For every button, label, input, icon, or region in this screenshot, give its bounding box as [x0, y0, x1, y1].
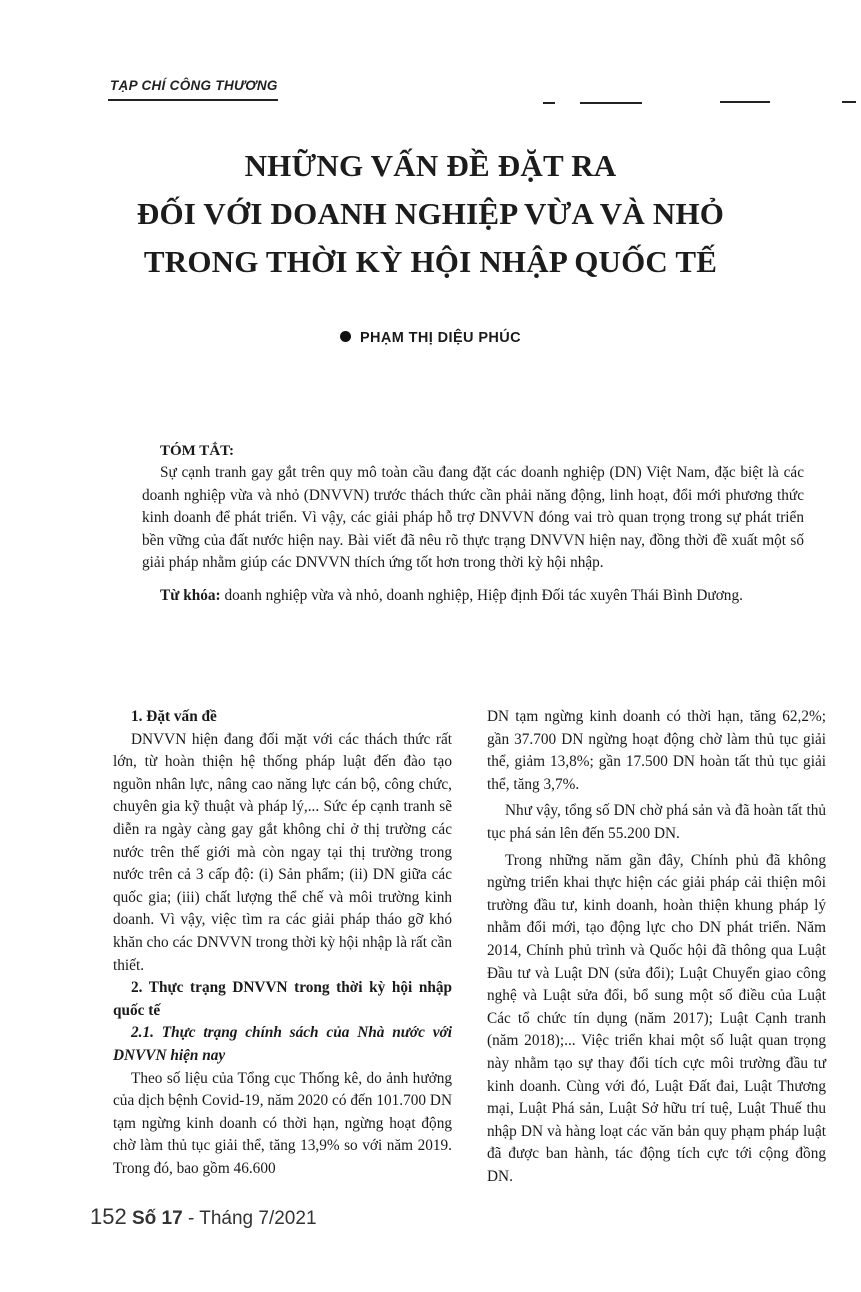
journal-underline — [108, 99, 278, 101]
page-footer — [90, 1204, 317, 1230]
paragraph: Trong những năm gần đây, Chính phủ đã không ngừng triển khai thực hiện các giải pháp cải thiện môi trường đầu tư, kinh doanh, hoàn thiện khung pháp lý nhằm đổi mới, tạo động lực cho DN phát triển. Năm 2014, Chính phủ trình và Quốc hội đã thông qua Luật Đầu tư và Luật DN (sửa đổi); Luật Chuyển giao công nghệ và Luật sửa đổi, bổ sung một số điều của Luật Các tổ chức tín dụng (năm 2017); Luật Cạnh tranh (năm 2018);... Việc triển khai một số luật quan trọng này nhằm tạo sự thay đổi tích cực môi trường đầu tư kinh doanh. Cùng với đó, Luật Đất đai, Luật Thương mại, Luật Phá sản, Luật Sở hữu trí tuệ, Luật Thuế thu nhập DN và hàng loạt các văn bản quy phạm pháp luật đã được ban hành, tác động tích cực tới cộng đồng DN. — [487, 851, 826, 1185]
page-number: 152 — [90, 1204, 127, 1229]
title-line: TRONG THỜI KỲ HỘI NHẬP QUỐC TẾ — [143, 244, 718, 279]
keywords — [160, 585, 820, 608]
paragraph: DNVVN hiện đang đối mặt với các thách thức rất lớn, từ hoàn thiện hệ thống pháp luật đến đào tạo nguồn nhân lực, nâng cao năng lực cán bộ, công chức, chuyên gia kỹ thuật và pháp lý,... Sức ép cạnh tranh sẽ diễn ra ngày càng gay gắt không chỉ ở thị trường các nước trên thế giới mà còn ngay tại thị trường trong nước trên cả 3 cấp độ: (i) Sản phẩm; (ii) DN giữa các quốc gia; (iii) chất lượng thể chế và môi trường kinh doanh. Vì vậy, việc tìm ra các giải pháp tháo gỡ khó khăn cho các DNVVN trong thời kỳ hội nhập là rất cần thiết. — [113, 730, 452, 974]
author-line — [0, 330, 861, 346]
section-heading: 2. Thực trạng DNVVN trong thời kỳ hội nhập quốc tế — [113, 979, 452, 1019]
abstract-heading: TÓM TẮT: — [160, 443, 235, 459]
keywords-text: doanh nghiệp vừa và nhỏ, doanh nghiệp, Hiệp định Đối tác xuyên Thái Bình Dương. — [224, 587, 743, 604]
right-column — [487, 706, 826, 1188]
section-heading: 1. Đặt vấn đề — [131, 708, 217, 725]
paragraph: DN tạm ngừng kinh doanh có thời hạn, tăng 62,2%; gần 37.700 DN ngừng hoạt động chờ làm thủ tục giải thể, giảm 13,8%; gần 17.500 DN hoàn tất thủ tục giải thể, tăng 3,7%. — [487, 708, 826, 793]
paragraph: Như vậy, tổng số DN chờ phá sản và đã hoàn tất thủ tục phá sản lên đến 55.200 DN. — [487, 802, 826, 842]
journal-name: TẠP CHÍ CÔNG THƯƠNG — [110, 78, 278, 93]
article-title — [0, 142, 861, 286]
paragraph: Theo số liệu của Tổng cục Thống kê, do ảnh hưởng của dịch bệnh Covid-19, năm 2020 có đến 101.700 DN tạm ngừng kinh doanh có thời hạn, ngừng hoạt động chờ làm thủ tục giải thể, tăng 13,9% so với năm 2019. Trong đó, bao gồm 46.600 — [113, 1069, 452, 1177]
header-rule — [580, 102, 642, 104]
subsection-heading: 2.1. Thực trạng chính sách của Nhà nước với DNVVN hiện nay — [113, 1024, 452, 1064]
header-rule — [543, 102, 555, 104]
header-rule — [720, 101, 770, 103]
title-line: ĐỐI VỚI DOANH NGHIỆP VỪA VÀ NHỎ — [136, 196, 725, 231]
issue-date: - Tháng 7/2021 — [182, 1208, 317, 1229]
keywords-label: Từ khóa: — [160, 587, 221, 604]
left-column — [113, 706, 452, 1180]
abstract-text: Sự cạnh tranh gay gắt trên quy mô toàn cầu đang đặt các doanh nghiệp (DN) Việt Nam, đặc biệt là các doanh nghiệp vừa và nhỏ (DNVVN) trước thách thức cần phải năng động, linh hoạt, đổi mới phương thức kinh doanh để phát triển. Vì vậy, các giải pháp hỗ trợ DNVVN đóng vai trò quan trọng trong sự phát triển bền vững của đất nước hiện nay. Bài viết đã nêu rõ thực trạng DNVVN hiện nay, đồng thời đề xuất một số giải pháp nhằm giúp các DNVVN thích ứng tốt hơn trong thời kỳ hội nhập. — [142, 464, 804, 571]
header-rule — [842, 101, 856, 103]
bullet-icon — [340, 331, 351, 342]
issue-number: Số 17 — [132, 1208, 183, 1229]
title-line: NHỮNG VẤN ĐỀ ĐẶT RA — [244, 148, 617, 183]
author-name: PHẠM THỊ DIỆU PHÚC — [359, 330, 522, 346]
